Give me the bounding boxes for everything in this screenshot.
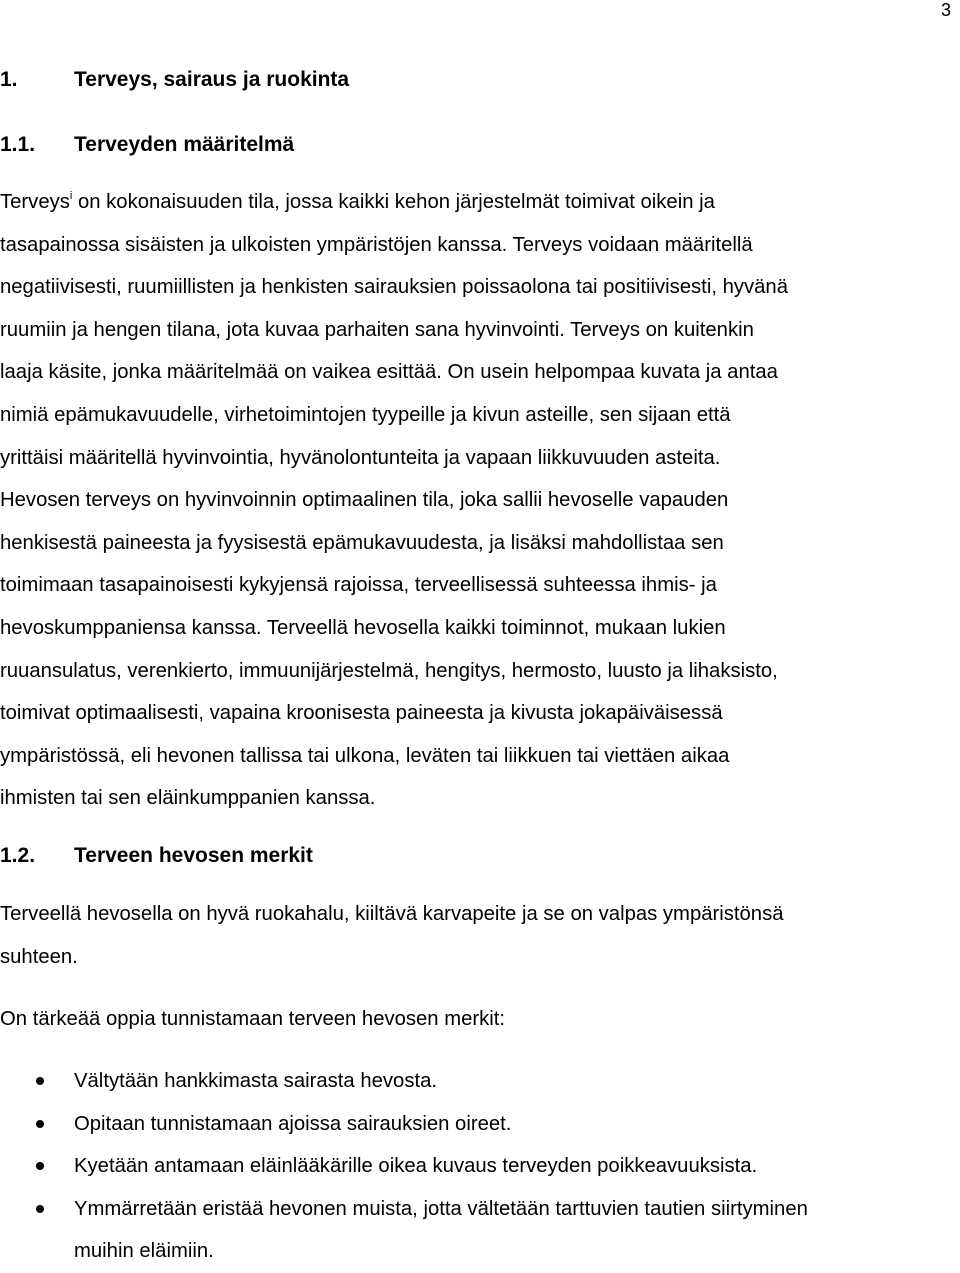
paragraph-line: toimivat optimaalisesti, vapaina kroonisesta paineesta ja kivusta jokapäiväisessä xyxy=(0,702,723,725)
signs-bullet-list xyxy=(0,1060,808,1273)
section-number: 1.2. xyxy=(0,844,36,867)
paragraph-line: On tärkeää oppia tunnistamaan terveen hevosen merkit: xyxy=(0,1008,506,1030)
page-number: 3 xyxy=(941,0,952,20)
section-number: 1.1. xyxy=(0,133,36,156)
bullet-icon xyxy=(36,1162,44,1170)
section-1-2-heading xyxy=(0,844,313,868)
list-item-text: Vältytään hankkimasta sairasta hevosta. xyxy=(74,1070,438,1092)
section-number: 1. xyxy=(0,68,18,91)
paragraph-line: toimimaan tasapainoisesti kykyjensä rajoissa, terveellisessä suhteessa ihmis- ja xyxy=(0,574,717,597)
section-title: Terveyden määritelmä xyxy=(74,133,295,156)
section-title: Terveys, sairaus ja ruokinta xyxy=(74,68,350,91)
list-item xyxy=(0,1188,808,1273)
paragraph-line: ihmisten tai sen eläinkumppanien kanssa. xyxy=(0,787,376,810)
paragraph-line: tasapainossa sisäisten ja ulkoisten ympäristöjen kanssa. Terveys voidaan määritellä xyxy=(0,233,753,256)
list-item-text: Kyetään antamaan eläinlääkärille oikea kuvaus terveyden poikkeavuuksista. xyxy=(74,1155,758,1178)
paragraph-line: henkisestä paineesta ja fyysisestä epämukavuudesta, ja lisäksi mahdollistaa sen xyxy=(0,531,724,554)
paragraph-line: hevoskumppaniensa kanssa. Terveellä hevosella kaikki toiminnot, mukaan lukien xyxy=(0,616,726,639)
bullet-icon xyxy=(36,1120,44,1128)
healthy-horse-paragraph xyxy=(0,893,960,978)
bullet-icon xyxy=(36,1205,44,1213)
list-item xyxy=(0,1145,808,1188)
paragraph-text: on kokonaisuuden tila, jossa kaikki kehon järjestelmät toimivat oikein ja xyxy=(72,191,715,213)
paragraph-line: ruumiin ja hengen tilana, jota kuvaa parhaiten sana hyvinvointi. Terveys on kuitenkin xyxy=(0,318,754,341)
list-item-text: muihin eläimiin. xyxy=(74,1240,214,1263)
paragraph-line: yrittäisi määritellä hyvinvointia, hyvänolontunteita ja vapaan liikkuvuuden asteita. xyxy=(0,446,721,469)
paragraph-line: Hevosen terveys on hyvinvoinnin optimaalinen tila, joka sallii hevoselle vapauden xyxy=(0,489,729,512)
section-1-1-heading xyxy=(0,133,294,157)
paragraph-line: Terveellä hevosella on hyvä ruokahalu, kiiltävä karvapeite ja se on valpas ympäristönsä xyxy=(0,903,784,925)
list-item-text: Opitaan tunnistamaan ajoissa sairauksien oireet. xyxy=(74,1112,512,1135)
list-item xyxy=(0,1060,808,1103)
bullet-icon xyxy=(36,1077,44,1085)
paragraph-line: ympäristössä, eli hevonen tallissa tai ulkona, leväten tai liikkuen tai viettäen aikaa xyxy=(0,744,730,767)
paragraph-line: nimiä epämukavuudelle, virhetoimintojen tyypeille ja kivun asteille, sen sijaan että xyxy=(0,403,731,426)
list-item xyxy=(0,1103,808,1146)
section-title: Terveen hevosen merkit xyxy=(74,844,313,867)
list-item-text: Ymmärretään eristää hevonen muista, jotta vältetään tarttuvien tautien siirtyminen xyxy=(74,1197,808,1220)
paragraph-line: negatiivisesti, ruumiillisten ja henkisten sairauksien poissaolona tai positiivisesti, hyvänä xyxy=(0,276,788,299)
footnote-marker: i xyxy=(69,190,73,202)
section-1-heading xyxy=(0,68,349,92)
health-definition-paragraph xyxy=(0,181,960,820)
paragraph-text: Terveys xyxy=(0,191,70,213)
paragraph-line: ruuansulatus, verenkierto, immuunijärjestelmä, hengitys, hermosto, luusto ja lihaksisto, xyxy=(0,659,778,682)
paragraph-line: laaja käsite, jonka määritelmää on vaikea esittää. On usein helpompaa kuvata ja antaa xyxy=(0,361,778,384)
paragraph-line: suhteen. xyxy=(0,945,78,968)
list-intro xyxy=(0,998,960,1041)
paragraph-line xyxy=(0,181,960,224)
